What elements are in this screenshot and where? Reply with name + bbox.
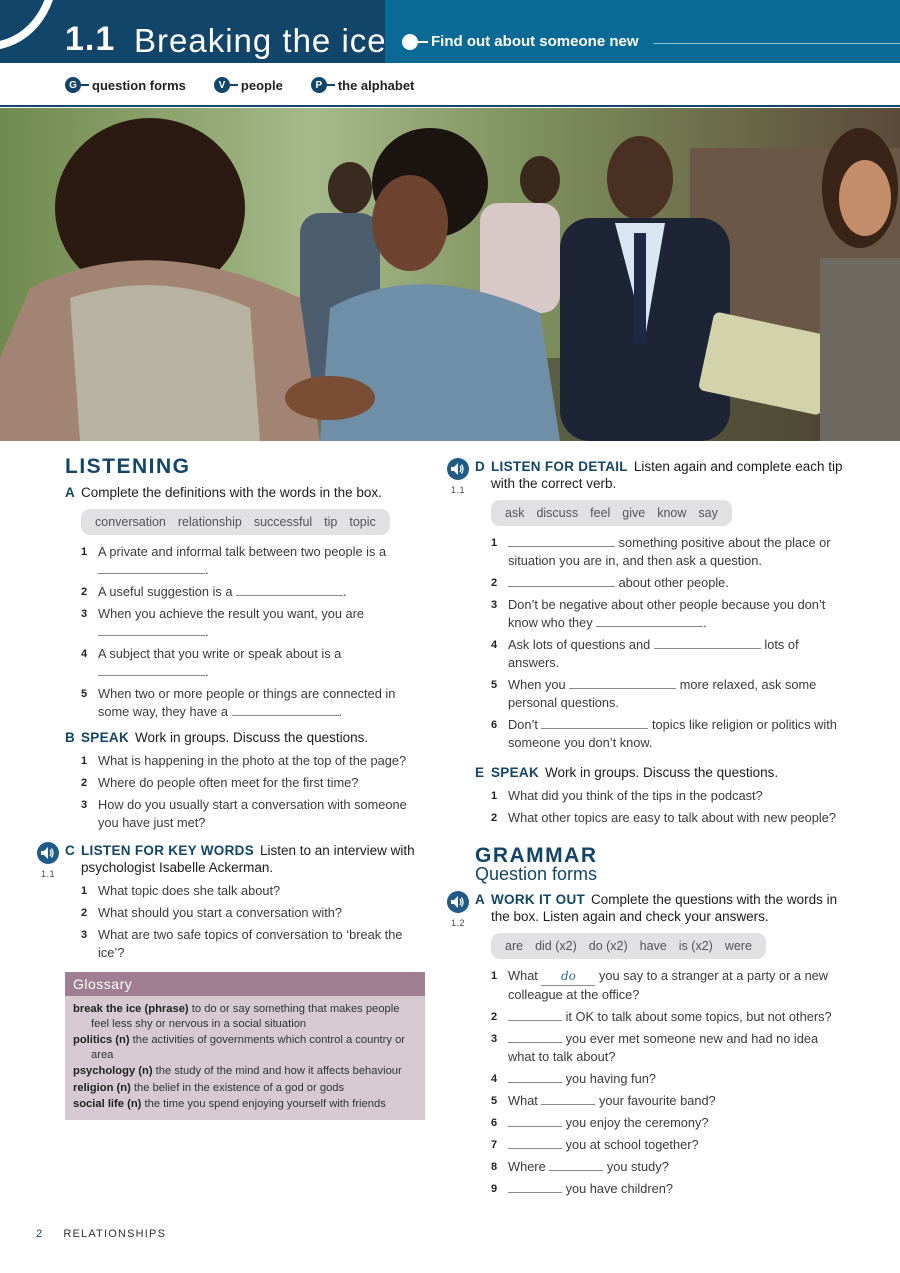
list-item <box>81 583 425 601</box>
item-suffix: about other people. <box>618 575 729 590</box>
answer-blank[interactable] <box>654 637 761 649</box>
item-suffix: your favourite band? <box>599 1093 716 1108</box>
glossary-entry <box>73 1002 417 1031</box>
list-item <box>81 645 425 681</box>
goal-dash-icon <box>418 41 428 43</box>
word-box-item: were <box>724 939 752 953</box>
glossary-entries <box>65 996 425 1120</box>
item-text <box>508 574 729 592</box>
answer-blank[interactable] <box>541 1093 595 1105</box>
word-box-item: do (x2) <box>588 939 628 953</box>
word-box-item: tip <box>324 515 338 529</box>
answer-blank[interactable] <box>232 704 339 716</box>
item-suffix: more relaxed, ask some personal questions. <box>508 677 817 710</box>
word-box-item: feel <box>590 506 611 520</box>
exercise-instruction-wrap <box>491 458 845 492</box>
list-item <box>491 534 845 570</box>
item-text: How do you usually start a conversation with someone you have just met? <box>98 797 407 830</box>
item-text <box>508 1092 716 1110</box>
list-item <box>491 1092 845 1110</box>
glossary-definition: the activities of governments which control a country or area <box>91 1034 406 1061</box>
item-prefix: Don’t be negative about other people because you don’t know who they <box>508 597 826 630</box>
speaker-icon[interactable] <box>447 458 469 480</box>
item-number: 3 <box>81 608 88 620</box>
list-item <box>81 685 425 721</box>
word-box-item: have <box>639 939 667 953</box>
audio-track-c[interactable] <box>37 842 59 883</box>
glossary-box <box>65 972 425 1120</box>
item-text <box>508 1158 669 1176</box>
item-prefix: Don’t <box>508 717 538 732</box>
list-item <box>491 1030 845 1066</box>
list-item <box>81 752 425 770</box>
exercise-key: LISTEN FOR KEY WORDS <box>81 843 255 858</box>
item-text <box>508 1030 845 1066</box>
item-text: Where do people often meet for the first time? <box>98 775 359 790</box>
item-text: What is happening in the photo at the top of the page? <box>98 753 407 768</box>
lesson-objectives <box>65 77 442 93</box>
item-number: 8 <box>491 1161 498 1173</box>
vocabulary-badge-icon: V <box>214 77 230 93</box>
list-item <box>491 596 845 632</box>
glossary-term: politics (n) <box>73 1034 130 1046</box>
exercise-key: LISTEN FOR DETAIL <box>491 459 628 474</box>
item-text <box>508 636 845 672</box>
item-number: 3 <box>491 1033 498 1045</box>
item-text <box>508 534 845 570</box>
right-column <box>450 458 845 1202</box>
exercise-instruction: Complete the questions with the words in the box. Listen again and check your answers. <box>491 892 838 924</box>
word-box-grammar <box>491 933 766 959</box>
answer-blank[interactable] <box>508 575 615 587</box>
header-rule <box>0 105 900 107</box>
objective-dash <box>230 84 238 86</box>
item-prefix: What <box>508 968 538 983</box>
footer-section: RELATIONSHIPS <box>63 1228 167 1240</box>
exercise-letter: A <box>65 485 75 500</box>
people-meeting-photo <box>0 108 900 441</box>
exercise-instruction: Complete the definitions with the words in the box. <box>81 485 382 500</box>
answer-blank[interactable] <box>98 664 205 676</box>
item-text <box>508 1180 673 1198</box>
header-goal-band <box>385 0 900 63</box>
list-item <box>81 543 425 579</box>
word-box-item: successful <box>253 515 313 529</box>
glossary-entry <box>73 1033 417 1062</box>
item-text <box>508 716 845 752</box>
exercise-d-items <box>491 534 845 752</box>
listening-heading: LISTENING <box>65 455 191 478</box>
exercise-instruction: Listen to an interview with psychologist Isabelle Ackerman. <box>81 843 415 875</box>
exercise-e-heading <box>475 764 845 781</box>
grammar-exercise-a-items <box>491 967 845 1198</box>
answer-blank-filled[interactable]: do <box>541 967 595 986</box>
word-box-item: are <box>505 939 524 953</box>
item-text <box>508 1114 709 1132</box>
answer-blank[interactable] <box>508 1009 562 1021</box>
speaker-icon[interactable] <box>37 842 59 864</box>
item-number: 4 <box>491 639 498 651</box>
item-number: 1 <box>81 546 88 558</box>
glossary-entry <box>73 1064 417 1079</box>
list-item <box>491 1114 845 1132</box>
objective-label: question forms <box>92 77 186 93</box>
grammar-exercise-a-heading <box>450 891 845 928</box>
list-item <box>81 882 425 900</box>
item-number: 7 <box>491 1139 498 1151</box>
audio-track-number: 1.1 <box>40 869 55 879</box>
glossary-definition: the belief in the existence of a god or gods <box>133 1081 345 1094</box>
item-number: 4 <box>491 1073 498 1085</box>
grammar-badge-icon: G <box>65 77 81 93</box>
exercise-key: WORK IT OUT <box>491 892 586 907</box>
answer-blank[interactable] <box>508 1115 562 1127</box>
page-footer <box>36 1228 166 1240</box>
glossary-term: psychology (n) <box>73 1065 153 1077</box>
item-number: 2 <box>491 1011 498 1023</box>
glossary-entry <box>73 1097 417 1112</box>
item-prefix: Where <box>508 1159 546 1174</box>
exercise-instruction: Listen again and complete each tip with the correct verb. <box>491 459 843 491</box>
exercise-key: SPEAK <box>81 730 130 745</box>
word-box-item: did (x2) <box>535 939 577 953</box>
goal-divider <box>653 43 900 44</box>
item-text <box>508 1008 832 1026</box>
list-item <box>491 676 845 712</box>
item-text <box>98 543 386 579</box>
item-suffix: topics like religion or politics with someone you don’t know. <box>508 717 837 750</box>
exercise-key: SPEAK <box>491 765 540 780</box>
item-text: What topic does she talk about? <box>98 883 281 898</box>
item-suffix: lots of answers. <box>508 637 799 670</box>
list-item <box>491 967 845 1004</box>
list-item <box>81 904 425 922</box>
item-number: 5 <box>491 1095 498 1107</box>
word-box-item: say <box>698 506 718 520</box>
item-number: 2 <box>491 577 498 589</box>
exercise-letter: D <box>475 459 485 474</box>
word-box-item: ask <box>505 506 525 520</box>
page-header <box>0 0 900 63</box>
lesson-goal <box>402 33 639 50</box>
item-suffix: you enjoy the ceremony? <box>565 1115 709 1130</box>
item-suffix: . <box>205 562 209 577</box>
exercise-letter: C <box>65 843 75 858</box>
item-text <box>98 583 347 601</box>
list-item <box>81 796 425 832</box>
glossary-entry <box>73 1081 417 1096</box>
unit-number: 1.1 <box>65 20 116 58</box>
item-number: 4 <box>81 648 88 660</box>
answer-blank[interactable] <box>508 1137 562 1149</box>
list-item <box>81 926 425 962</box>
item-prefix: When you achieve the result you want, you are <box>98 606 365 621</box>
grammar-heading: GRAMMAR <box>475 844 598 867</box>
list-item <box>491 1008 845 1026</box>
answer-blank[interactable] <box>98 562 205 574</box>
objective-label: people <box>240 77 283 93</box>
exercise-instruction: Work in groups. Discuss the questions. <box>545 765 779 780</box>
item-text <box>508 596 845 632</box>
word-box-item: know <box>657 506 687 520</box>
item-number: 1 <box>491 790 498 802</box>
item-text <box>508 676 845 712</box>
item-text: What should you start a conversation with? <box>98 905 342 920</box>
objective-dash <box>327 84 335 86</box>
glossary-definition: the time you spend enjoying yourself with friends <box>144 1098 386 1110</box>
item-suffix: . <box>205 664 209 679</box>
item-text <box>98 685 425 721</box>
list-item <box>491 1180 845 1198</box>
item-suffix: you study? <box>606 1159 669 1174</box>
exercise-c-heading <box>40 842 425 879</box>
item-text: What did you think of the tips in the podcast? <box>508 788 763 803</box>
glossary-definition: to do or say something that makes people feel less shy or nervous in a social situation <box>91 1003 400 1030</box>
item-suffix: . <box>343 584 347 599</box>
exercise-instruction-wrap <box>81 729 368 746</box>
goal-bullet-icon <box>402 34 418 50</box>
item-prefix: What <box>508 1093 538 1108</box>
objective-dash <box>81 84 89 86</box>
exercise-c-items <box>81 882 425 962</box>
answer-blank[interactable] <box>569 677 676 689</box>
exercise-b-items <box>81 752 425 832</box>
item-number: 1 <box>491 537 498 549</box>
item-number: 9 <box>491 1183 498 1195</box>
list-item <box>491 716 845 752</box>
word-box-item: discuss <box>536 506 579 520</box>
word-box-item: relationship <box>177 515 242 529</box>
item-number: 5 <box>81 688 88 700</box>
item-suffix: . <box>703 615 707 630</box>
item-number: 3 <box>491 599 498 611</box>
answer-blank[interactable] <box>508 1181 562 1193</box>
glossary-term: religion (n) <box>73 1081 131 1094</box>
list-item <box>81 605 425 641</box>
glossary-definition: the study of the mind and how it affects behaviour <box>155 1065 402 1077</box>
item-text <box>98 605 364 641</box>
item-number: 6 <box>491 719 498 731</box>
item-number: 1 <box>81 885 88 897</box>
item-suffix: something positive about the place or situation you are in, and then ask a question. <box>508 535 831 568</box>
item-prefix: When you <box>508 677 566 692</box>
word-box-item: topic <box>349 515 376 529</box>
item-suffix: you having fun? <box>565 1071 656 1086</box>
pronunciation-badge-icon: P <box>311 77 327 93</box>
left-column <box>40 455 425 1120</box>
item-number: 1 <box>81 755 88 767</box>
item-prefix: When two or more people or things are connected in some way, they have a <box>98 686 396 719</box>
item-text: What other topics are easy to talk about with new people? <box>508 810 836 825</box>
list-item <box>491 1070 845 1088</box>
item-text <box>98 645 341 681</box>
item-number: 2 <box>81 586 88 598</box>
answer-blank[interactable] <box>596 615 703 627</box>
grammar-subheading: Question forms <box>475 864 598 884</box>
objective-vocabulary <box>214 77 283 93</box>
item-suffix: . <box>338 704 343 719</box>
exercise-d-heading <box>450 458 845 495</box>
list-item <box>491 809 845 827</box>
audio-track-number: 1.1 <box>450 485 465 495</box>
answer-blank[interactable] <box>508 1071 562 1083</box>
list-item <box>491 1158 845 1176</box>
word-box-d <box>491 500 732 526</box>
glossary-title: Glossary <box>65 972 425 996</box>
item-number: 6 <box>491 1117 498 1129</box>
word-box-item: give <box>622 506 646 520</box>
item-number: 3 <box>81 929 88 941</box>
answer-blank[interactable] <box>98 624 205 636</box>
exercise-letter: B <box>65 730 75 745</box>
word-box-a <box>81 509 390 535</box>
exercise-letter: A <box>475 892 485 907</box>
audio-track-grammar[interactable] <box>447 891 469 932</box>
exercise-b-heading <box>65 729 425 746</box>
item-number: 5 <box>491 679 498 691</box>
exercise-instruction: Work in groups. Discuss the questions. <box>135 730 369 745</box>
answer-blank[interactable] <box>541 717 648 729</box>
item-number: 2 <box>491 812 498 824</box>
item-text: What are two safe topics of conversation to ‘break the ice’? <box>98 927 403 960</box>
item-number: 3 <box>81 799 88 811</box>
list-item <box>491 574 845 592</box>
objective-grammar <box>65 77 186 93</box>
word-box-item: conversation <box>95 515 166 529</box>
exercise-e-items <box>491 787 845 827</box>
item-number: 2 <box>81 907 88 919</box>
exercise-instruction-wrap <box>491 891 845 925</box>
item-text <box>508 1070 656 1088</box>
item-suffix: you at school together? <box>565 1137 699 1152</box>
item-suffix: . <box>205 624 209 639</box>
page-number: 2 <box>36 1228 44 1240</box>
item-suffix: you ever met someone new and had no idea what to talk about? <box>508 1031 819 1064</box>
exercise-letter: E <box>475 765 485 780</box>
item-suffix: it OK to talk about some topics, but not others? <box>565 1009 832 1024</box>
objective-label: the alphabet <box>337 77 415 93</box>
answer-blank[interactable] <box>508 535 615 547</box>
word-box-item: is (x2) <box>678 939 713 953</box>
goal-text: Find out about someone new <box>431 33 639 50</box>
list-item <box>81 774 425 792</box>
item-prefix: A subject that you write or speak about is a <box>98 646 342 661</box>
objective-pronunciation <box>311 77 415 93</box>
item-prefix: A useful suggestion is a <box>98 584 233 599</box>
exercise-a-heading <box>65 484 425 501</box>
item-number: 2 <box>81 777 88 789</box>
item-prefix: A private and informal talk between two people is a <box>98 544 387 559</box>
answer-blank[interactable] <box>236 584 343 596</box>
speaker-icon[interactable] <box>447 891 469 913</box>
list-item <box>491 636 845 672</box>
exercise-instruction-wrap <box>81 842 425 876</box>
item-prefix: Ask lots of questions and <box>508 637 651 652</box>
exercise-instruction-wrap <box>491 764 778 781</box>
item-text <box>508 1136 699 1154</box>
item-number: 1 <box>491 970 498 982</box>
list-item <box>491 1136 845 1154</box>
glossary-term: social life (n) <box>73 1098 142 1110</box>
unit-title: Breaking the ice <box>134 22 387 59</box>
exercise-a-items <box>81 543 425 721</box>
list-item <box>491 787 845 805</box>
item-suffix: you say to a stranger at a party or a new colleague at the office? <box>508 968 829 1002</box>
audio-track-d[interactable] <box>447 458 469 499</box>
answer-blank[interactable] <box>508 1031 562 1043</box>
item-text <box>508 967 845 1004</box>
item-suffix: you have children? <box>565 1181 673 1196</box>
audio-track-number: 1.2 <box>450 918 465 928</box>
glossary-term: break the ice (phrase) <box>73 1003 189 1015</box>
answer-blank[interactable] <box>549 1159 603 1171</box>
